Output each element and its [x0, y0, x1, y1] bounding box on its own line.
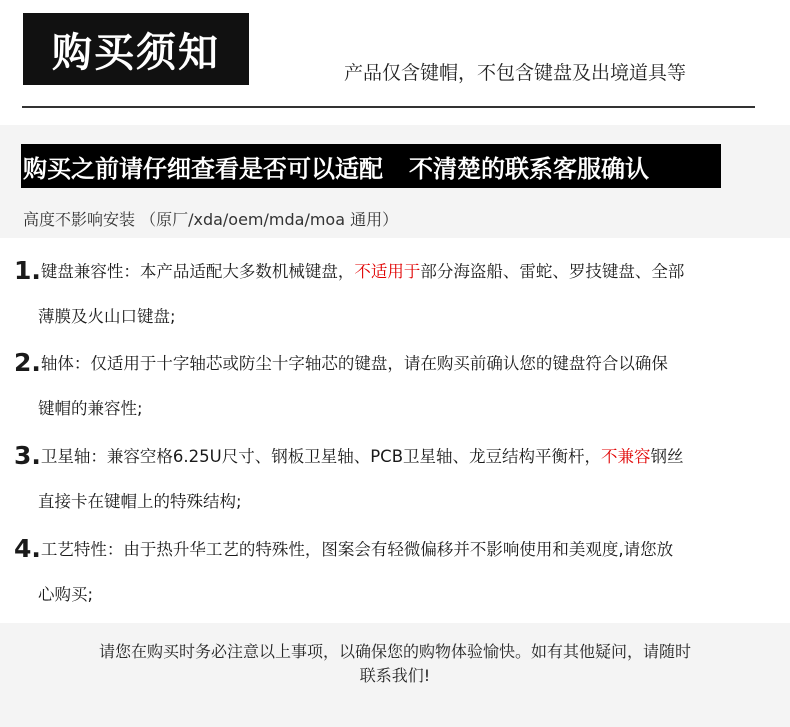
- page-subtitle: 产品仅含键帽，不包含键盘及出境道具等: [344, 62, 687, 84]
- closing-message: [0, 640, 790, 688]
- header-area: [0, 0, 790, 125]
- rule-text-continued: 薄膜及火山口键盘;: [38, 307, 176, 326]
- notice-text-contact: 不清楚的联系客服确认: [409, 154, 649, 183]
- rule-number: 4.: [14, 534, 41, 563]
- rule-text-continued: 心购买;: [38, 585, 94, 604]
- rule-number: 1.: [14, 256, 41, 285]
- rule-text-continued: 键帽的兼容性;: [38, 399, 143, 418]
- rule-text: 键盘兼容性：本产品适配大多数机械键盘，: [40, 262, 355, 281]
- closing-line-1: 请您在购买时务必注意以上事项，以确保您的购物体验愉快。如有其他疑问，请随时: [98, 642, 691, 661]
- notice-text-check: 购买之前请仔细查看是否可以适配: [23, 154, 383, 183]
- header-divider: [22, 106, 755, 108]
- rule-warning-text: 不兼容: [601, 447, 651, 466]
- height-compatibility-note: 高度不影响安装 （原厂/xda/oem/mda/moa 通用）: [23, 210, 399, 229]
- rule-text: 轴体：仅适用于十字轴芯或防尘十字轴芯的键盘，请在购买前确认您的键盘符合以确保: [40, 354, 668, 373]
- rule-text: 部分海盗船、雷蛇、罗技键盘、全部: [420, 262, 685, 281]
- rule-number: 2.: [14, 348, 41, 377]
- page-title: 购买须知: [23, 13, 249, 85]
- rule-text: 钢丝: [650, 447, 684, 466]
- closing-line-2: 联系我们!: [359, 666, 431, 685]
- rule-text: 工艺特性：由于热升华工艺的特殊性，图案会有轻微偏移并不影响使用和美观度,请您放: [40, 540, 674, 559]
- rules-panel: [0, 238, 790, 623]
- rule-number: 3.: [14, 441, 41, 470]
- rule-text: 卫星轴：兼容空格6.25U尺寸、钢板卫星轴、PCB卫星轴、龙豆结构平衡杆，: [40, 447, 602, 466]
- rule-warning-text: 不适用于: [354, 262, 421, 281]
- rule-text-continued: 直接卡在键帽上的特殊结构;: [38, 492, 242, 511]
- notice-banner: [21, 144, 721, 188]
